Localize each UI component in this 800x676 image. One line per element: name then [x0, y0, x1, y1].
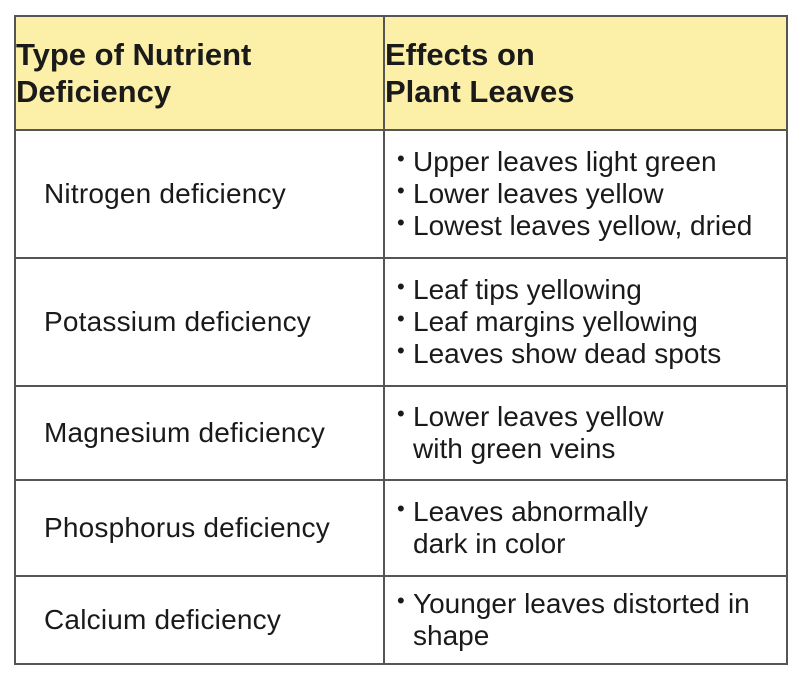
table-row	[15, 130, 787, 258]
effect-text: Lower leaves yellow with green veins	[413, 401, 664, 464]
effect-item	[395, 588, 758, 652]
effects-list	[395, 496, 786, 560]
bullet-icon: •	[397, 210, 405, 235]
bullet-icon: •	[397, 496, 405, 521]
effect-item	[395, 496, 683, 560]
effects-cell	[384, 386, 787, 480]
bullet-icon: •	[397, 178, 405, 203]
bullet-icon: •	[397, 338, 405, 363]
effect-item	[395, 210, 786, 242]
effect-item	[395, 274, 786, 306]
effect-text: Leaf tips yellowing	[413, 274, 642, 305]
effects-list	[395, 146, 786, 242]
deficiency-type-cell: Phosphorus deficiency	[15, 480, 384, 576]
table-row	[15, 576, 787, 664]
effect-item	[395, 306, 786, 338]
column-header-type-line1: Type of Nutrient	[16, 37, 252, 72]
effect-text: Leaf margins yellowing	[413, 306, 698, 337]
effects-cell	[384, 258, 787, 386]
table-header-row	[15, 16, 787, 130]
bullet-icon: •	[397, 306, 405, 331]
table-row	[15, 480, 787, 576]
effect-text: Lowest leaves yellow, dried	[413, 210, 753, 241]
column-header-effects-line1: Effects on	[385, 37, 535, 72]
bullet-icon: •	[397, 401, 405, 426]
effects-cell	[384, 480, 787, 576]
effects-list	[395, 401, 786, 465]
effect-text: Leaves abnormally dark in color	[413, 496, 649, 559]
effect-text: Lower leaves yellow	[413, 178, 664, 209]
effects-list	[395, 274, 786, 370]
deficiency-type-cell: Calcium deficiency	[15, 576, 384, 664]
table-row	[15, 386, 787, 480]
column-header-effects-line2: Plant Leaves	[385, 74, 575, 109]
bullet-icon: •	[397, 146, 405, 171]
effect-text: Leaves show dead spots	[413, 338, 722, 369]
column-header-effects	[384, 16, 787, 130]
column-header-type	[15, 16, 384, 130]
column-header-type-line2: Deficiency	[16, 74, 172, 109]
table-row	[15, 258, 787, 386]
effects-list	[395, 588, 786, 652]
bullet-icon: •	[397, 274, 405, 299]
deficiency-type-cell: Magnesium deficiency	[15, 386, 384, 480]
bullet-icon: •	[397, 588, 405, 613]
deficiency-type-cell: Nitrogen deficiency	[15, 130, 384, 258]
effect-item	[395, 178, 786, 210]
nutrient-deficiency-table	[14, 15, 788, 665]
effects-cell	[384, 130, 787, 258]
effect-item	[395, 338, 786, 370]
effect-text: Upper leaves light green	[413, 146, 717, 177]
deficiency-type-cell: Potassium deficiency	[15, 258, 384, 386]
effects-cell	[384, 576, 787, 664]
effect-item	[395, 146, 786, 178]
effect-item	[395, 401, 693, 465]
effect-text: Younger leaves distorted in shape	[413, 588, 750, 651]
